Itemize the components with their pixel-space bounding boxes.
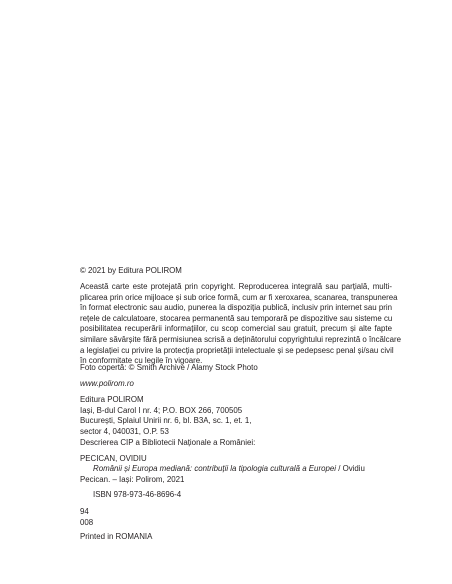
publisher-address-line: București, Splaiul Unirii nr. 6, bl. B3A, sc. 1, et. 1, — [80, 416, 252, 426]
copyright-text: © 2021 by Editura POLIROM — [80, 266, 182, 275]
publisher-name: Editura POLIROM — [80, 395, 144, 404]
cip-author: PECICAN, OVIDIU — [80, 453, 147, 463]
legal-notice-line: a legislației cu privire la protecția proprietății intelectuale și se pedepsesc penal și/sau civil — [80, 345, 394, 355]
classification-codes — [80, 507, 392, 528]
printed-in-text: Printed in ROMANIA — [80, 532, 153, 541]
cip-title-line — [80, 464, 392, 475]
cover-photo-credit-text: Foto copertă: © Smith Archive / Alamy Stock Photo — [80, 363, 258, 372]
publisher-info — [80, 395, 392, 437]
publisher-address-line: Iași, B-dul Carol I nr. 4; P.O. BOX 266, 700505 — [80, 405, 243, 415]
legal-notice — [80, 282, 402, 367]
legal-notice-line: rețele de calculatoare, stocarea permanentă sau temporară pe dispozitive sau sisteme cu — [80, 313, 393, 323]
cip-imprint: Pecican. – Iași: Polirom, 2021 — [80, 474, 185, 484]
legal-notice-line: plicarea prin orice mijloace și sub orice formă, cum ar fi xeroxarea, scanarea, transpunerea — [80, 292, 398, 302]
classification-code: 008 — [80, 517, 94, 527]
cip-heading: Descrierea CIP a Bibliotecii Naționale a României: — [80, 438, 256, 447]
cover-photo-credit — [80, 363, 392, 374]
legal-notice-line: în format electronic sau audio, punerea la dispoziția publică, inclusiv prin internet sau prin — [80, 303, 392, 313]
legal-notice-line: similare săvârșite fără permisiunea scrisă a deținătorului copyrightului reprezintă o încălcare — [80, 334, 402, 344]
cip-description — [80, 438, 392, 501]
classification-code: 94 — [80, 507, 89, 516]
cip-title: Românii și Europa mediană: contribuții la tipologia culturală a Europei — [93, 464, 336, 474]
cip-title-suffix: / Ovidiu — [336, 464, 365, 474]
legal-notice-line: în conformitate cu legile în vigoare. — [80, 356, 203, 366]
legal-notice-line: Această carte este protejată prin copyright. Reproducerea integrală sau parțială, multi- — [80, 282, 392, 291]
website — [80, 379, 392, 390]
website-text: www.polirom.ro — [80, 379, 134, 388]
publisher-address-line: sector 4, 040031, O.P. 53 — [80, 426, 169, 436]
legal-notice-line: posibilitatea recuperării informațiilor, cu scop comercial sau gratuit, precum și alte fapte — [80, 324, 392, 334]
cip-isbn: ISBN 978-973-46-8696-4 — [93, 490, 182, 500]
copyright-line — [80, 266, 392, 277]
printed-in — [80, 532, 392, 543]
